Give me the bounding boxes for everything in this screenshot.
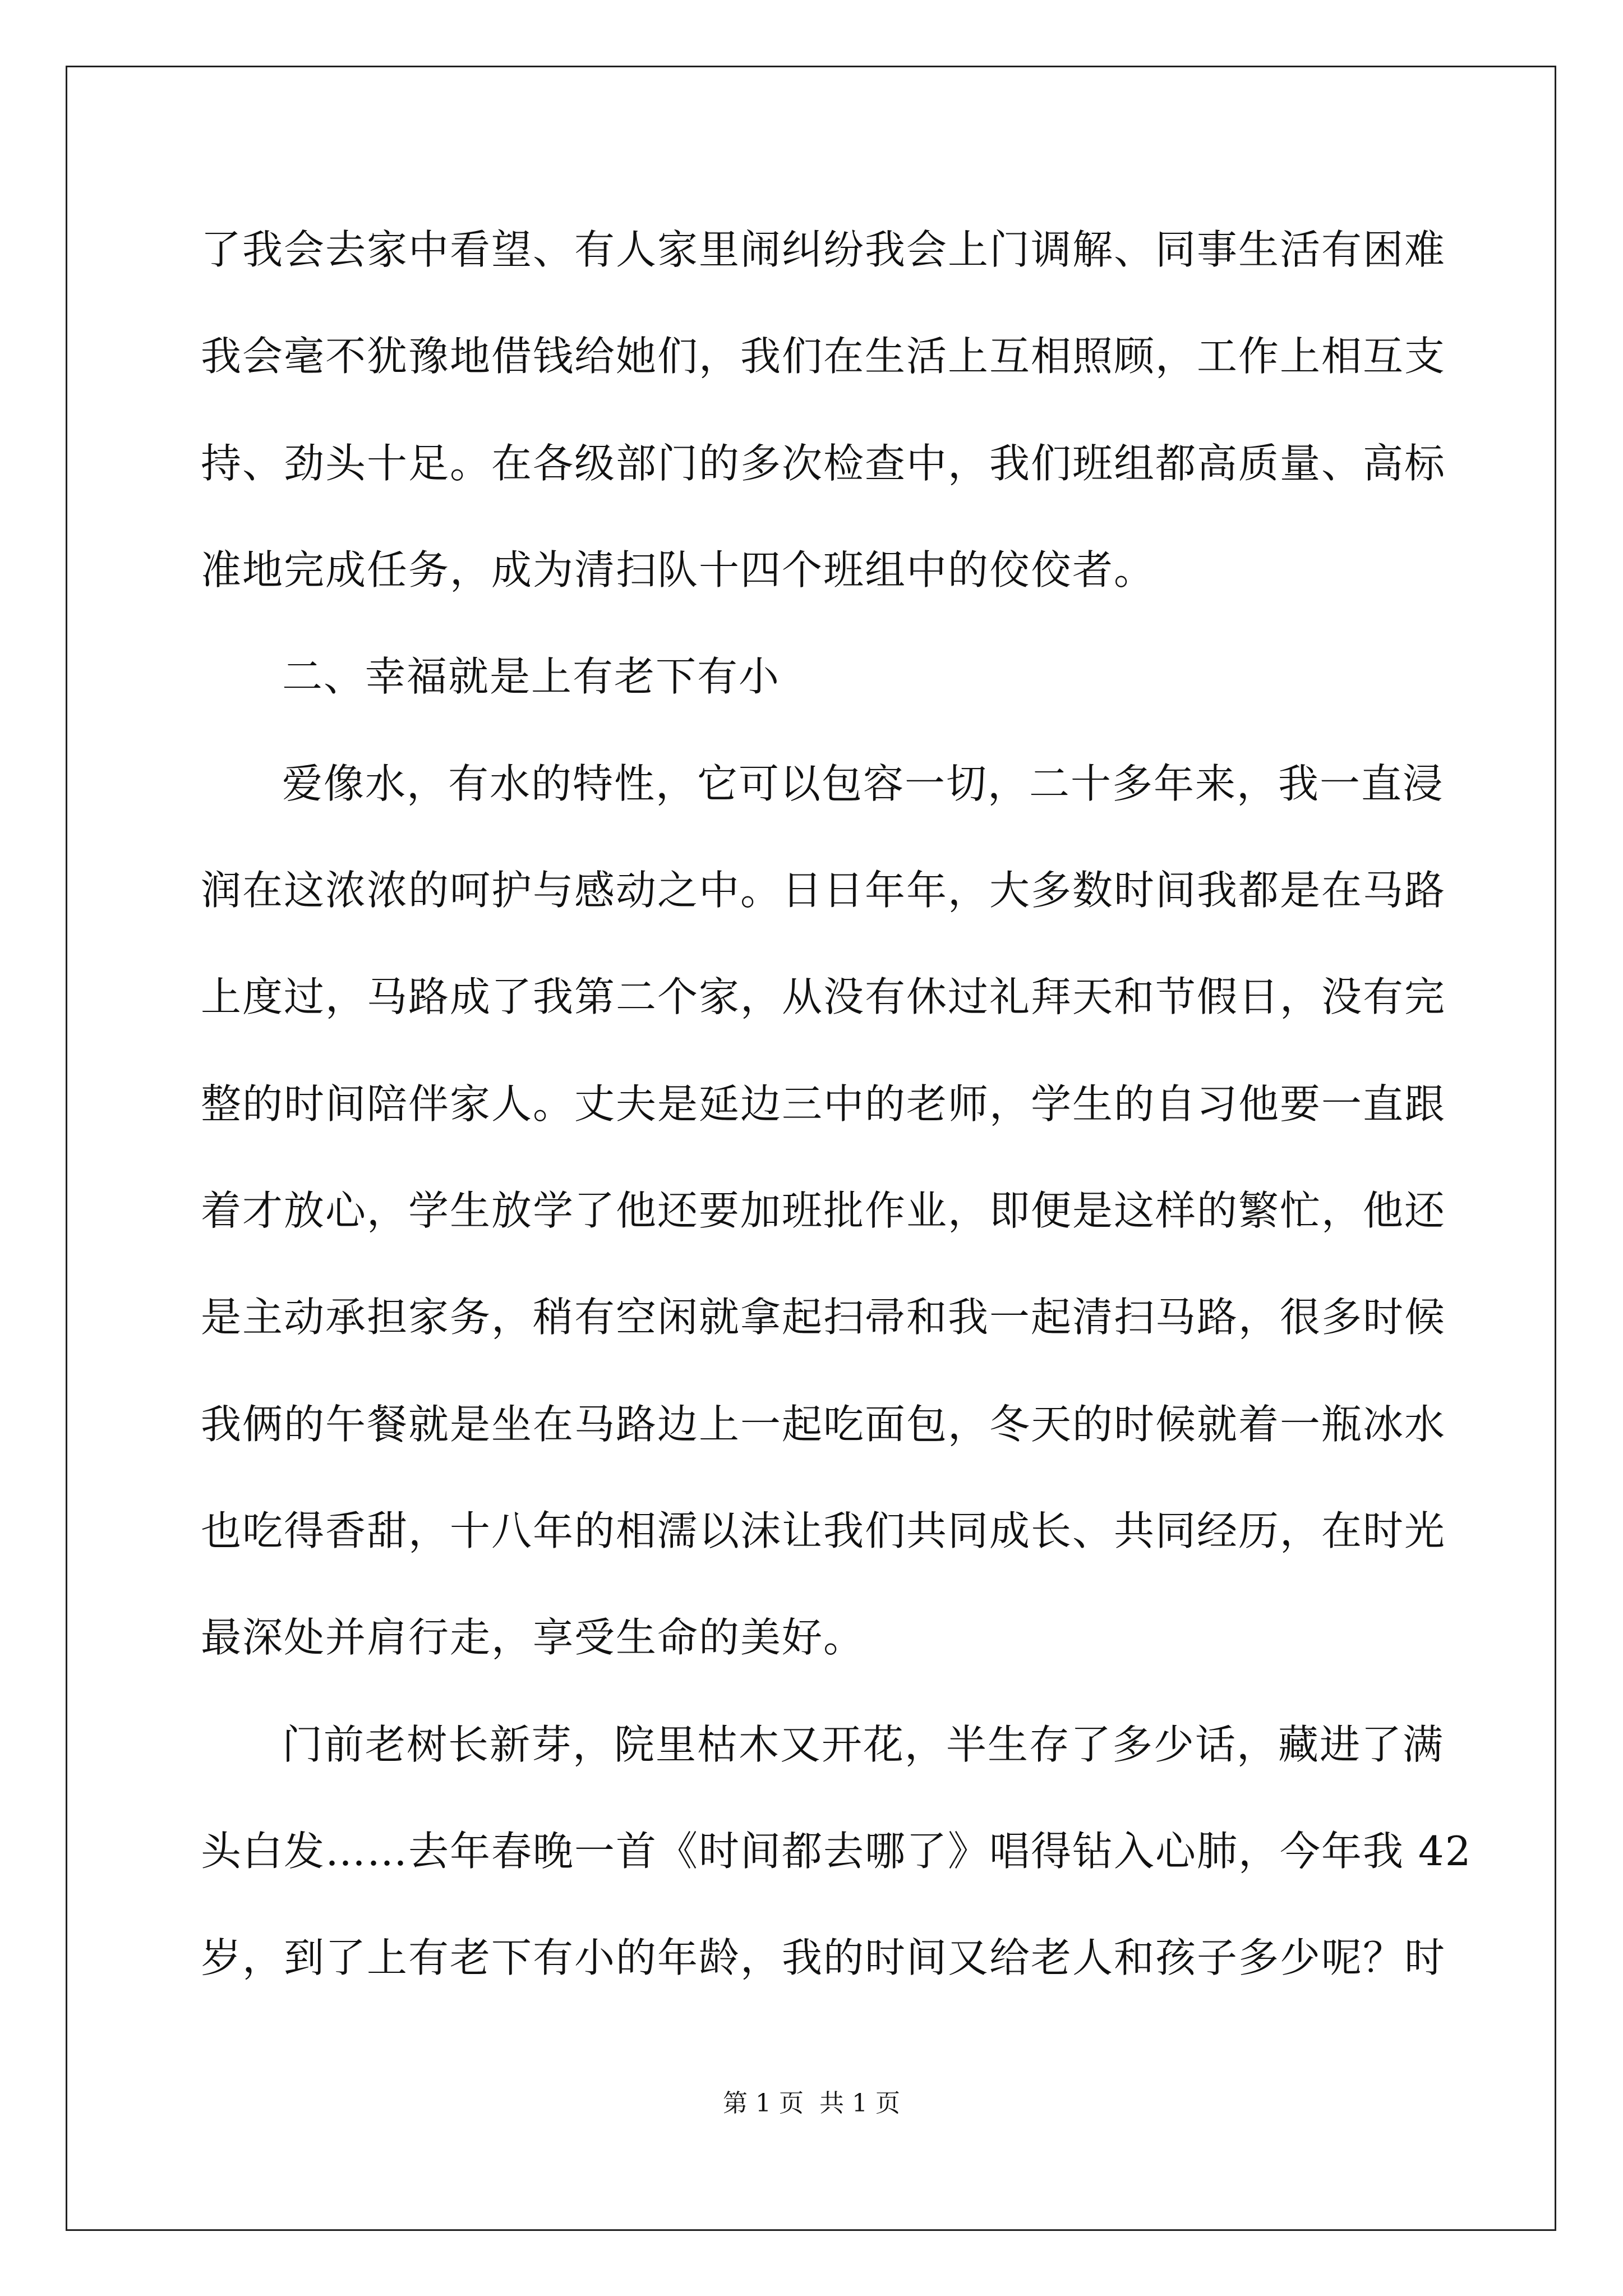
text-line: 头白发……去年春晚一首《时间都去哪了》唱得钻入心肺，今年我 42: [201, 1828, 1472, 1875]
text-line: 我俩的午餐就是坐在马路边上一起吃面包，冬天的时候就着一瓶冰水: [201, 1401, 1446, 1448]
text-line: 我会毫不犹豫地借钱给她们，我们在生活上互相照顾，工作上相互支: [201, 333, 1446, 380]
text-line: 润在这浓浓的呵护与感动之中。日日年年，大多数时间我都是在马路: [201, 867, 1446, 914]
section-heading: 二、幸福就是上有老下有小: [282, 653, 781, 700]
text-line: 准地完成任务，成为清扫队十四个班组中的佼佼者。: [201, 546, 1156, 593]
text-line: 最深处并肩行走，享受生命的美好。: [201, 1614, 865, 1661]
page-number-current: 第 1 页: [723, 2089, 804, 2118]
page-border: [66, 66, 1556, 2231]
text-line: 整的时间陪伴家人。丈夫是延边三中的老师，学生的自习他要一直跟: [201, 1080, 1446, 1128]
text-line: 着才放心，学生放学了他还要加班批作业，即便是这样的繁忙，他还: [201, 1187, 1446, 1234]
text-line: 了我会去家中看望、有人家里闹纠纷我会上门调解、同事生活有困难: [201, 226, 1446, 273]
text-line: 岁，到了上有老下有小的年龄，我的时间又给老人和孩子多少呢？时: [201, 1934, 1446, 1981]
page-number-total: 共 1 页: [819, 2089, 900, 2118]
text-line: 门前老树长新芽，院里枯木又开花，半生存了多少话，藏进了满: [282, 1721, 1445, 1768]
page-footer: [0, 2087, 1623, 2120]
text-line: 是主动承担家务，稍有空闲就拿起扫帚和我一起清扫马路，很多时候: [201, 1294, 1446, 1341]
text-line: 爱像水，有水的特性，它可以包容一切，二十多年来，我一直浸: [282, 760, 1445, 807]
text-line: 持、劲头十足。在各级部门的多次检查中，我们班组都高质量、高标: [201, 440, 1446, 487]
text-line: 上度过，马路成了我第二个家，从没有休过礼拜天和节假日，没有完: [201, 973, 1446, 1020]
text-line: 也吃得香甜，十八年的相濡以沫让我们共同成长、共同经历，在时光: [201, 1507, 1446, 1554]
